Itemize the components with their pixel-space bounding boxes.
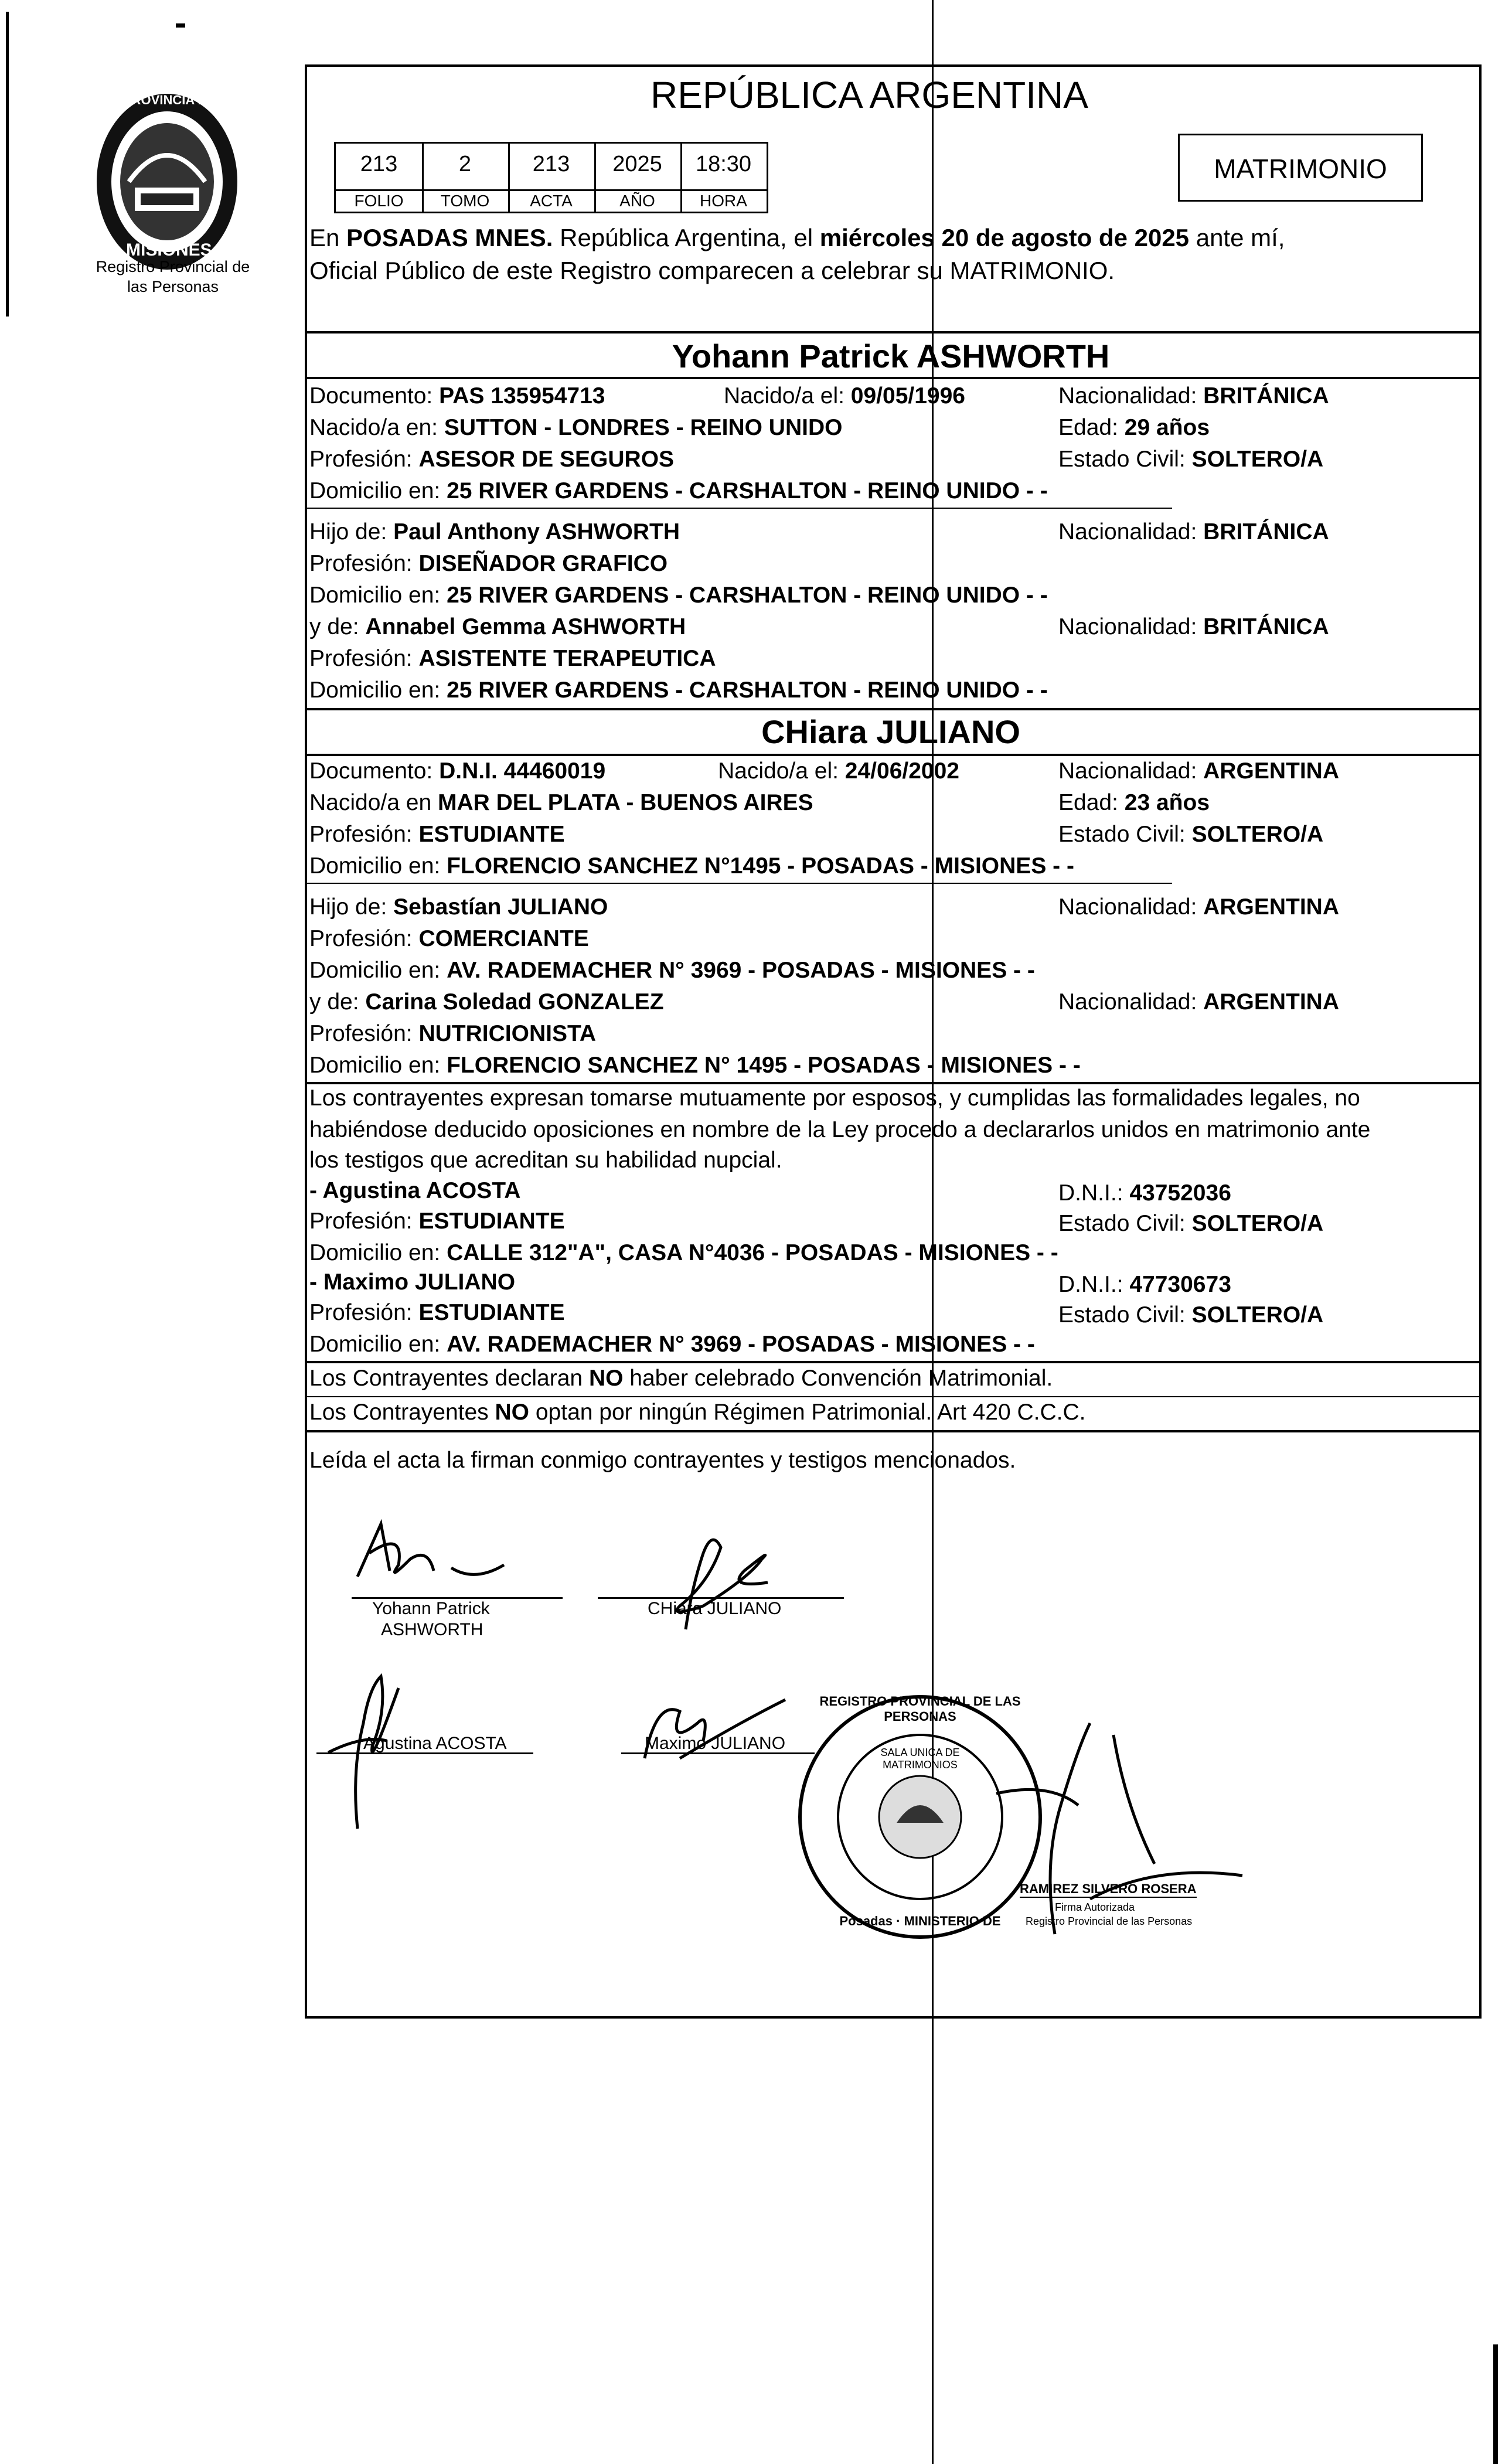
- witness-2-name: - Maximo JULIANO: [309, 1270, 516, 1295]
- c1-dom: Domicilio en: 25 RIVER GARDENS - CARSHALTON - REINO UNIDO - -: [309, 478, 1048, 503]
- seal-inner-text: SALA UNICA DE MATRIMONIOS: [880, 1747, 960, 1771]
- folio-value: 213: [360, 152, 398, 176]
- anio-label: AÑO: [619, 192, 655, 210]
- c2-mother-prof: Profesión: NUTRICIONISTA: [309, 1021, 597, 1046]
- c1-nat: Nacionalidad: BRITÁNICA: [1058, 383, 1329, 409]
- signature-1-scribble: [346, 1512, 539, 1594]
- official-org: Registro Provincial de las Personas: [1026, 1915, 1193, 1927]
- c2-father-prof: Profesión: COMERCIANTE: [309, 926, 589, 951]
- signature-1-surname: ASHWORTH: [381, 1620, 483, 1639]
- registry-logo: [88, 88, 246, 275]
- hora-label: HORA: [700, 192, 747, 210]
- witness-2-civil: Estado Civil: SOLTERO/A: [1058, 1302, 1324, 1328]
- declaration-line-3: los testigos que acreditan su habilidad nupcial.: [309, 1148, 782, 1173]
- c2-nat: Nacionalidad: ARGENTINA: [1058, 758, 1340, 784]
- c2-birth: Nacido/a el: 24/06/2002: [718, 758, 959, 784]
- c2-father: Hijo de: Sebastían JULIANO: [309, 894, 608, 920]
- witness-1-civil: Estado Civil: SOLTERO/A: [1058, 1211, 1324, 1236]
- seal-outer-text: REGISTRO PROVINCIAL DE LAS PERSONAS: [819, 1694, 1021, 1724]
- intro-line-2: Oficial Público de este Registro comparecen a celebrar su MATRIMONIO.: [309, 257, 1115, 284]
- intro-line-1: En POSADAS MNES. República Argentina, el miércoles 20 de agosto de 2025 ante mí,: [309, 224, 1285, 251]
- c1-father-dom: Domicilio en: 25 RIVER GARDENS - CARSHALTON - REINO UNIDO - -: [309, 583, 1048, 608]
- c1-mother: y de: Annabel Gemma ASHWORTH: [309, 614, 686, 639]
- c1-doc: Documento: PAS 135954713: [309, 383, 605, 409]
- left-margin-line: [6, 12, 9, 316]
- c2-born-in: Nacido/a en MAR DEL PLATA - BUENOS AIRES: [309, 790, 813, 815]
- contrayente-2-name: CHiara JULIANO: [761, 713, 1020, 750]
- c2-age: Edad: 23 años: [1058, 790, 1210, 815]
- witness-1-name: - Agustina ACOSTA: [309, 1178, 521, 1203]
- witness-1-dni: D.N.I.: 43752036: [1058, 1180, 1231, 1206]
- contrayente-1-name: Yohann Patrick ASHWORTH: [672, 338, 1110, 375]
- witness-2-dni: D.N.I.: 47730673: [1058, 1272, 1231, 1297]
- c2-dom: Domicilio en: FLORENCIO SANCHEZ N°1495 - POSADAS - MISIONES - -: [309, 853, 1074, 879]
- folio-label: FOLIO: [354, 192, 404, 210]
- c1-prof: Profesión: ASESOR DE SEGUROS: [309, 447, 675, 472]
- acta-label: ACTA: [530, 192, 573, 210]
- signature-2-name: CHiara JULIANO: [648, 1599, 782, 1618]
- tomo-label: TOMO: [440, 192, 490, 210]
- logo-text-bottom: MISIONES: [126, 240, 212, 260]
- c1-father-nat: Nacionalidad: BRITÁNICA: [1058, 519, 1329, 544]
- c1-mother-prof: Profesión: ASISTENTE TERAPEUTICA: [309, 646, 716, 671]
- declaration-line-1: Los contrayentes expresan tomarse mutuamente por esposos, y cumplidas las formalidades legales, no: [309, 1085, 1360, 1111]
- hora-value: 18:30: [695, 152, 752, 176]
- c2-mother: y de: Carina Soledad GONZALEZ: [309, 989, 664, 1015]
- c1-age: Edad: 29 años: [1058, 415, 1210, 440]
- witness-2-prof: Profesión: ESTUDIANTE: [309, 1300, 565, 1325]
- witness-1-prof: Profesión: ESTUDIANTE: [309, 1209, 565, 1234]
- c2-civil: Estado Civil: SOLTERO/A: [1058, 822, 1324, 847]
- official-name: RAMIREZ SILVERO ROSERA: [1020, 1881, 1197, 1898]
- seal-bottom-text: Posadas · MINISTERIO DE: [839, 1914, 1001, 1928]
- anio-value: 2025: [612, 152, 662, 176]
- scan-mark-right: [1493, 2344, 1498, 2464]
- c1-civil: Estado Civil: SOLTERO/A: [1058, 447, 1324, 472]
- logo-text-top: PROVINCIA DE: [123, 93, 216, 107]
- signature-3-name: Agustina ACOSTA: [363, 1734, 507, 1753]
- tomo-value: 2: [458, 152, 472, 176]
- c1-father-prof: Profesión: DISEÑADOR GRAFICO: [309, 551, 668, 576]
- c1-birth: Nacido/a el: 09/05/1996: [724, 383, 965, 409]
- official-title: Firma Autorizada: [1055, 1901, 1135, 1913]
- record-type: MATRIMONIO: [1214, 154, 1387, 184]
- record-type-box: [1178, 134, 1423, 202]
- c2-father-dom: Domicilio en: AV. RADEMACHER N° 3969 - POSADAS - MISIONES - -: [309, 958, 1035, 983]
- c1-mother-dom: Domicilio en: 25 RIVER GARDENS - CARSHALTON - REINO UNIDO - -: [309, 678, 1048, 703]
- c2-doc: Documento: D.N.I. 44460019: [309, 758, 606, 784]
- c1-father: Hijo de: Paul Anthony ASHWORTH: [309, 519, 680, 544]
- c1-born-in: Nacido/a en: SUTTON - LONDRES - REINO UNIDO: [309, 415, 843, 440]
- signature-4-scribble: [621, 1676, 797, 1782]
- signature-1-name: Yohann Patrick: [372, 1599, 490, 1618]
- closing-text: Leída el acta la firman conmigo contrayentes y testigos mencionados.: [309, 1448, 1016, 1473]
- c2-father-nat: Nacionalidad: ARGENTINA: [1058, 894, 1340, 920]
- c2-mother-nat: Nacionalidad: ARGENTINA: [1058, 989, 1340, 1015]
- convention-line-2: Los Contrayentes NO optan por ningún Régimen Patrimonial. Art 420 C.C.C.: [309, 1400, 1086, 1425]
- c1-mother-nat: Nacionalidad: BRITÁNICA: [1058, 614, 1329, 639]
- declaration-line-2: habiéndose deducido oposiciones en nombre de la Ley procedo a declararlos unidos en matrimonio ante: [309, 1117, 1371, 1142]
- signature-4-name: Maximo JULIANO: [645, 1734, 786, 1753]
- country-title: REPÚBLICA ARGENTINA: [651, 74, 1088, 116]
- witness-1-dom: Domicilio en: CALLE 312"A", CASA N°4036 - POSADAS - MISIONES - -: [309, 1240, 1058, 1265]
- scan-mark: [176, 23, 185, 28]
- c2-prof: Profesión: ESTUDIANTE: [309, 822, 565, 847]
- convention-line-1: Los Contrayentes declaran NO haber celebrado Convención Matrimonial.: [309, 1366, 1053, 1391]
- witness-2-dom: Domicilio en: AV. RADEMACHER N° 3969 - POSADAS - MISIONES - -: [309, 1332, 1035, 1357]
- acta-value: 213: [532, 152, 570, 176]
- c2-mother-dom: Domicilio en: FLORENCIO SANCHEZ N° 1495 - POSADAS - MISIONES - -: [309, 1053, 1081, 1078]
- header-table: [334, 142, 768, 213]
- registry-name: Registro Provincial de las Personas: [96, 258, 250, 295]
